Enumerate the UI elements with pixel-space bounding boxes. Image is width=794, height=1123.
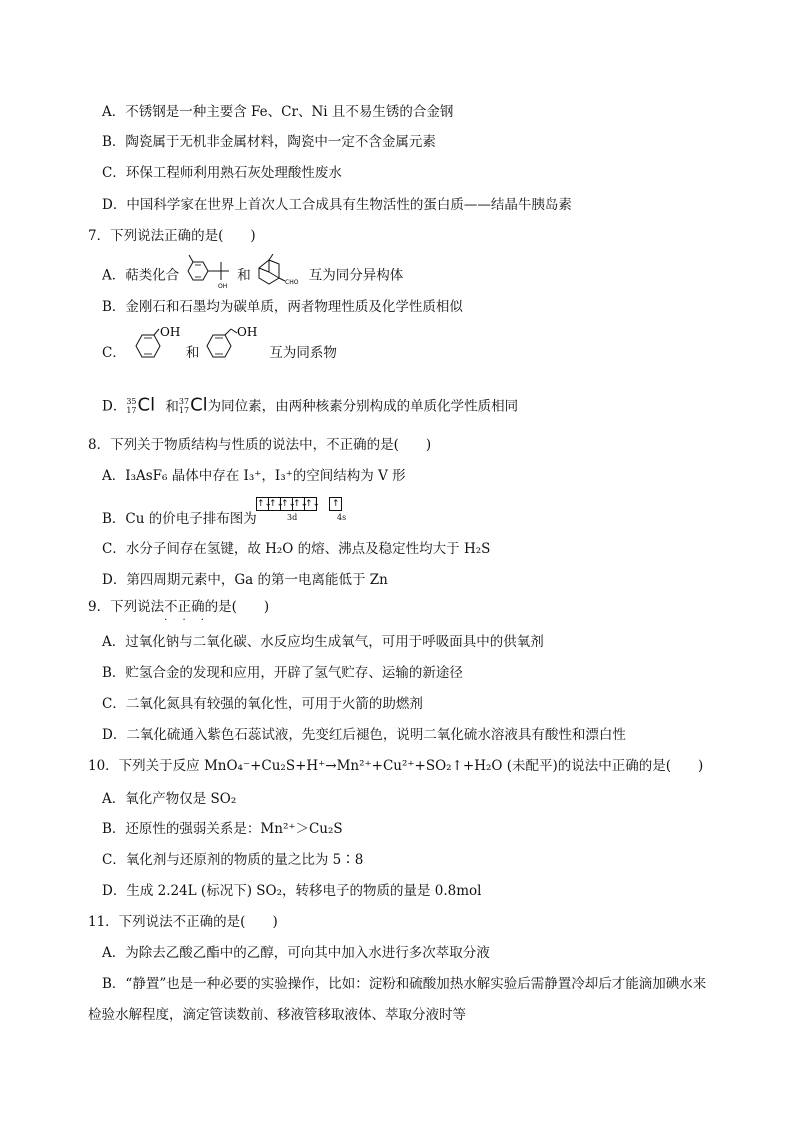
q6-option-d: D．中国科学家在世界上首次人工合成具有生物活性的蛋白质——结晶牛胰岛素: [102, 197, 572, 213]
orbital-3d-group: [257, 494, 321, 511]
q6-option-a: A．不锈钢是一种主要含 Fe、Cr、Ni 且不易生锈的合金钢: [102, 104, 454, 120]
cl37-z: 17: [178, 405, 190, 415]
q7-option-a: [102, 262, 403, 290]
q10-option-d: D．生成 2.24L (标况下) SO₂，转移电子的物质的量是 0.8mol: [102, 883, 482, 899]
benzyl-alcohol-structure: [199, 327, 269, 363]
q9-option-a: A．过氧化钠与二氧化碳、水反应均生成氧气，可用于呼吸面具中的供氧剂: [102, 634, 544, 650]
q9-option-c: C．二氧化氮具有较强的氧化性，可用于火箭的助燃剂: [102, 696, 423, 712]
q10-option-a: A．氧化产物仅是 SO₂: [102, 791, 237, 807]
terpene-structure-2: [251, 254, 309, 290]
cl35-symbol: Cl: [137, 394, 156, 416]
q8-stem: 8．下列关于物质结构与性质的说法中，不正确的是( ): [88, 437, 432, 453]
3d-orbital-box: ↑↓: [257, 499, 273, 509]
q7-option-c: [102, 326, 337, 363]
q7-option-a-and: 和: [237, 267, 251, 284]
q9-stem-emphasis: 不正确 · · ·: [164, 599, 210, 626]
q11-option-a: A．为除去乙酸乙酯中的乙醇，可向其中加入水进行多次萃取分液: [102, 945, 490, 961]
q7-a-cho-label: CHO: [284, 279, 299, 286]
q6-option-c: C．环保工程师利用熟石灰处理酸性废水: [102, 165, 342, 181]
q8-option-c: C．水分子间存在氢键，故 H₂O 的熔、沸点及稳定性均大于 H₂S: [102, 541, 491, 557]
q9-stem: [88, 598, 270, 626]
isotope-cl35: [126, 396, 155, 418]
q8-option-b: B．Cu 的价电子排布图为: [102, 511, 257, 527]
q9-stem-post: 的是( ): [204, 599, 270, 615]
cl37-mass: 37: [178, 396, 190, 406]
q7-option-c-suffix: 互为同系物: [269, 345, 337, 361]
q7-option-a-prefix: A．萜类化合: [102, 267, 180, 284]
isotope-cl37: [179, 396, 208, 418]
q9-stem-pre: 9．下列说法: [88, 599, 165, 615]
q7-option-c-and: 和: [185, 345, 200, 361]
q7-stem: 7．下列说法正确的是( ): [88, 228, 256, 244]
q10-stem: 10．下列关于反应 MnO₄⁻+Cu₂S+H⁺→Mn²⁺+Cu²⁺+SO₂↑+H₂O (未配平)的说法中正确的是( ): [88, 758, 704, 774]
q7-option-d-suffix: 为同位素，由两种核素分别构成的单质化学性质相同: [207, 398, 519, 415]
q7-option-d-prefix: D．: [102, 398, 127, 415]
cl35-mass: 35: [126, 396, 137, 406]
q7-a-oh-label: OH: [218, 283, 228, 290]
phenol-oh-label: OH: [159, 326, 181, 339]
4s-orbital-box: ↑: [329, 497, 342, 511]
q7-option-b: B．金刚石和石墨均为碳单质，两者物理性质及化学性质相似: [102, 299, 463, 315]
terpene-structure-1: [179, 254, 237, 290]
benzyl-oh-label: OH: [237, 326, 258, 339]
q9-option-b: B．贮氢合金的发现和应用，开辟了氢气贮存、运输的新途径: [102, 665, 463, 681]
q7-option-d-and: 和: [165, 398, 179, 415]
3d-orbital-box: ↑↓: [269, 499, 285, 509]
q8-option-d: D．第四周期元素中，Ga 的第一电离能低于 Zn: [102, 572, 388, 588]
q9-option-d: D．二氧化硫通入紫色石蕊试液，先变红后褪色，说明二氧化硫水溶液具有酸性和漂白性: [102, 727, 626, 743]
cl37-symbol: Cl: [190, 394, 208, 416]
cl35-z: 17: [126, 405, 137, 415]
q7-option-a-suffix: 互为同分异构体: [308, 267, 404, 284]
q11-option-b-line2: 检验水解程度，滴定管读数前、移液管移取液体、萃取分液时等: [88, 1007, 466, 1023]
3d-orbital-box: ↑↓: [305, 499, 321, 509]
q10-option-c: C．氧化剂与还原剂的物质的量之比为 5∶8: [102, 852, 364, 868]
q6-option-b: B．陶瓷属于无机非金属材料，陶瓷中一定不含金属元素: [102, 134, 436, 150]
3d-orbital-box: ↑↓: [281, 499, 297, 509]
q11-stem: 11．下列说法不正确的是( ): [88, 914, 278, 930]
3d-orbital-box: ↑↓: [293, 499, 309, 509]
q7-option-d: [102, 396, 518, 418]
orbital-4s-label: 4s: [337, 513, 347, 522]
q7-option-c-prefix: C．: [102, 345, 126, 361]
q8-option-a: A．I₃AsF₆ 晶体中存在 I₃⁺，I₃⁺的空间结构为 V 形: [102, 468, 406, 484]
orbital-3d-label: 3d: [287, 513, 298, 522]
phenol-structure: [126, 327, 186, 363]
cu-orbital-diagram: [257, 494, 347, 522]
q11-option-b-line1: B．“静置”也是一种必要的实验操作，比如：淀粉和硫酸加热水解实验后需静置冷却后才能滴加碘水来: [102, 976, 707, 992]
orbital-4s-group: [330, 494, 342, 511]
q10-option-b: B．还原性的强弱关系是：Mn²⁺＞Cu₂S: [102, 821, 343, 837]
